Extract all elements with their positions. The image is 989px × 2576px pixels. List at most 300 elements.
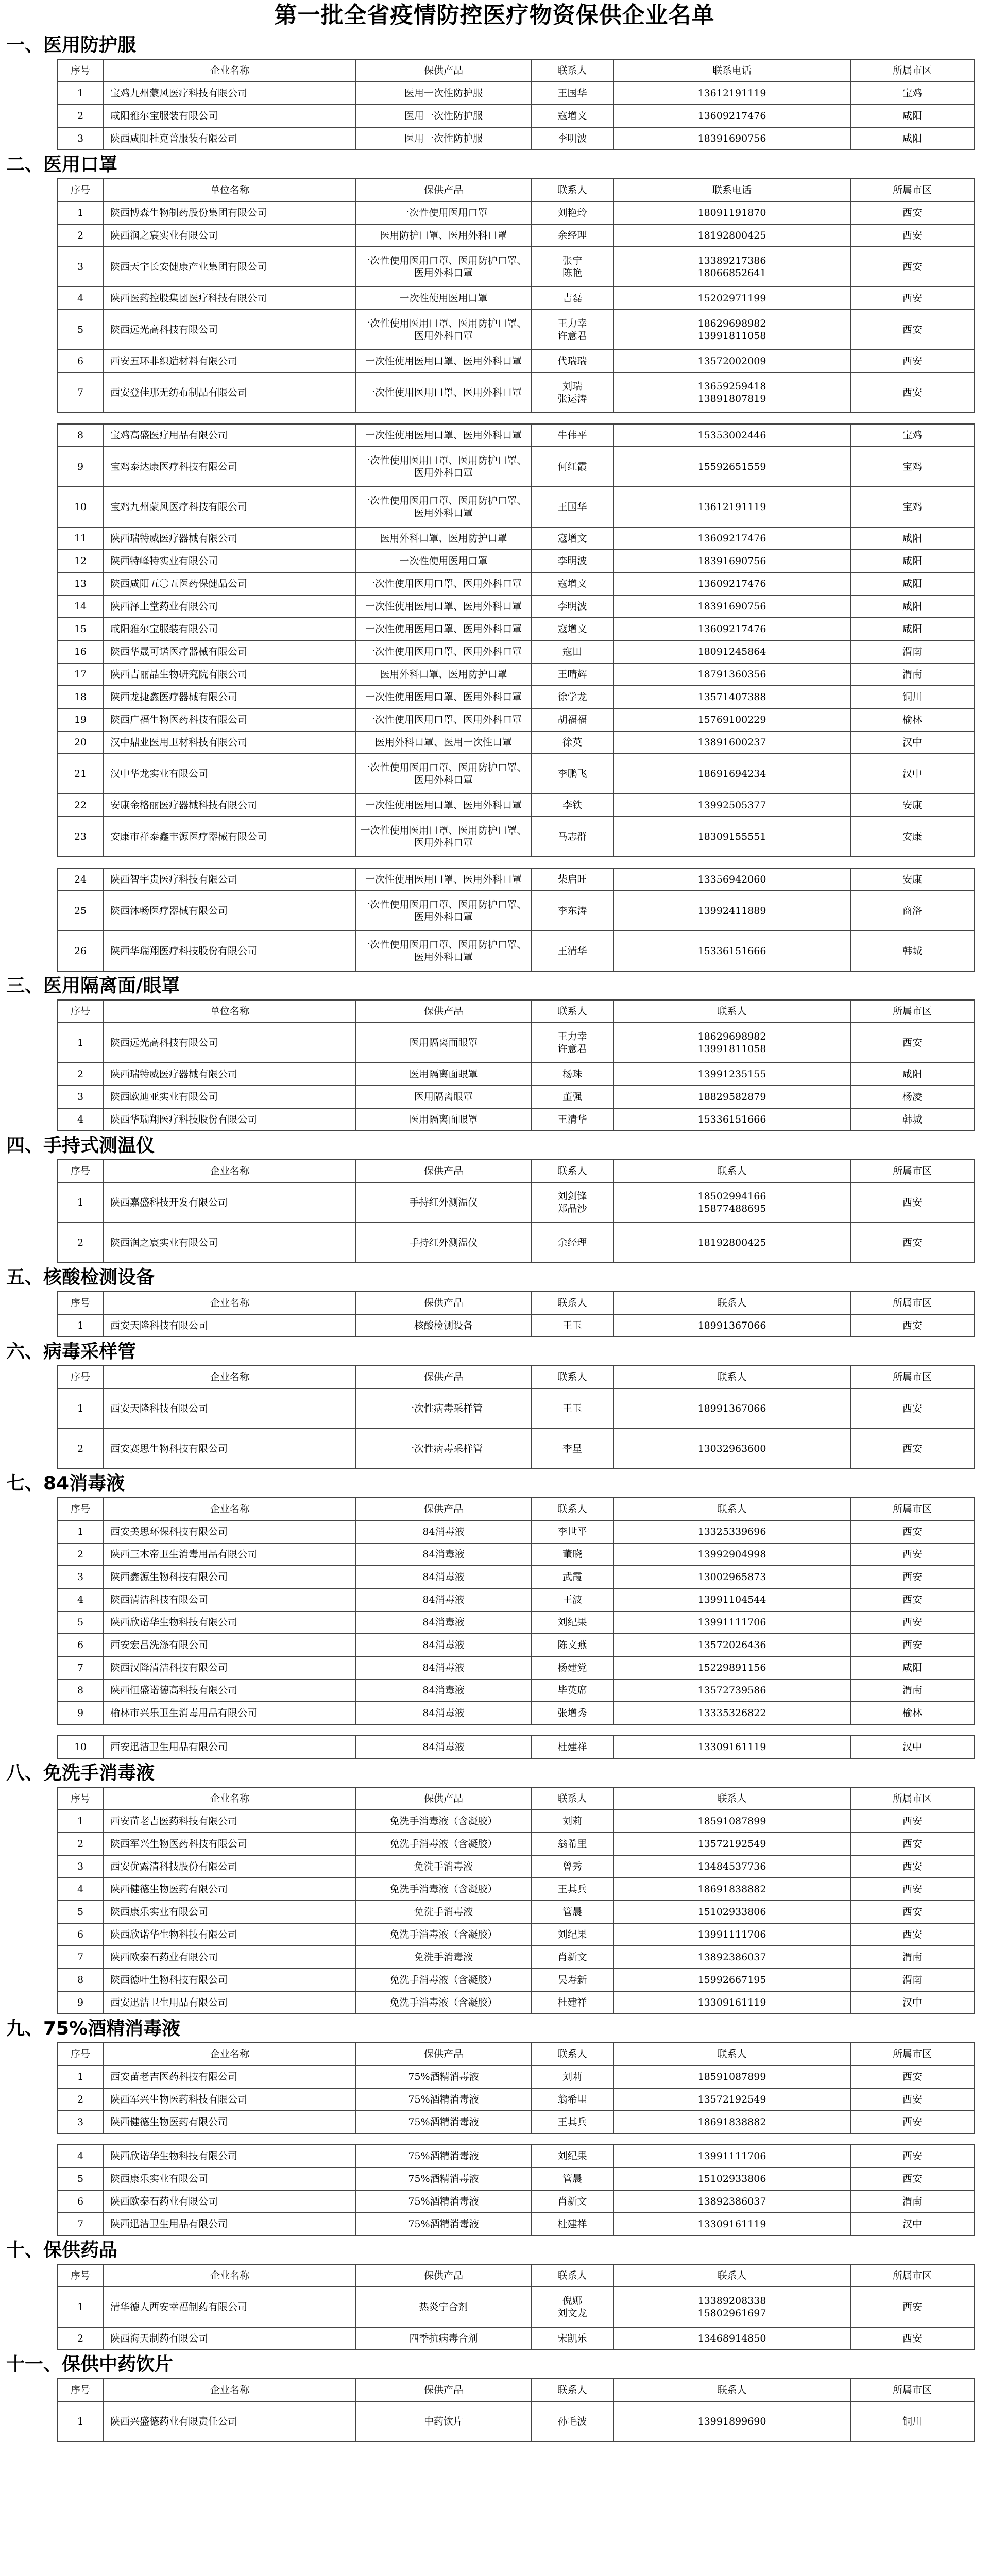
table-header-row xyxy=(57,1160,974,1182)
row-number-cell: 2 xyxy=(57,105,104,127)
section-title: 十、保供药品 xyxy=(6,2240,118,2261)
contact-phone-cell: 13609217476 xyxy=(613,618,850,640)
contact-phone-cell: 13892386037 xyxy=(613,1946,850,1969)
contact-phone-cell: 13572192549 xyxy=(613,2088,850,2111)
column-header-city-district: 所属市区 xyxy=(850,1292,974,1314)
table-row xyxy=(57,1991,974,2014)
supply-product-cell: 一次性使用医用口罩、医用防护口罩、医用外科口罩 xyxy=(356,931,531,971)
row-number-cell: 2 xyxy=(57,2327,104,2350)
row-number-cell: 1 xyxy=(57,2401,104,2442)
contact-person-cell: 杨建党 xyxy=(531,1656,613,1679)
table-row xyxy=(57,2111,974,2133)
table-header-row xyxy=(57,1498,974,1520)
contact-phone-cell: 18502994166 15877488695 xyxy=(613,1182,850,1223)
table-row xyxy=(57,754,974,794)
column-header-contact-person: 联系人 xyxy=(531,2264,613,2287)
row-number-cell: 4 xyxy=(57,1588,104,1611)
city-district-cell: 咸阳 xyxy=(850,595,974,618)
contact-person-cell: 王波 xyxy=(531,1588,613,1611)
contact-person-cell: 管晨 xyxy=(531,1901,613,1923)
company-name-cell: 陕西医药控股集团医疗科技有限公司 xyxy=(104,287,356,310)
city-district-cell: 西安 xyxy=(850,201,974,224)
supply-product-cell: 一次性病毒采样管 xyxy=(356,1429,531,1469)
company-name-cell: 陕西欧泰石药业有限公司 xyxy=(104,1946,356,1969)
supply-product-cell: 免洗手消毒液 xyxy=(356,1946,531,1969)
company-name-cell: 宝鸡高盛医疗用品有限公司 xyxy=(104,424,356,447)
company-name-cell: 陕西沐畅医疗器械有限公司 xyxy=(104,891,356,931)
contact-person-cell: 李铁 xyxy=(531,794,613,817)
row-number-cell: 2 xyxy=(57,224,104,247)
section-title: 一、医用防护服 xyxy=(6,35,137,56)
contact-person-cell: 寇增文 xyxy=(531,105,613,127)
city-district-cell: 安康 xyxy=(850,817,974,857)
supply-product-cell: 一次性使用医用口罩、医用防护口罩、医用外科口罩 xyxy=(356,247,531,287)
contact-person-cell: 王其兵 xyxy=(531,1878,613,1901)
city-district-cell: 西安 xyxy=(850,1833,974,1855)
contact-person-cell: 徐学龙 xyxy=(531,686,613,708)
contact-person-cell: 王其兵 xyxy=(531,2111,613,2133)
city-district-cell: 渭南 xyxy=(850,663,974,686)
city-district-cell: 西安 xyxy=(850,372,974,413)
supply-product-cell: 医用外科口罩、医用一次性口罩 xyxy=(356,731,531,754)
supply-product-cell: 医用隔离眼罩 xyxy=(356,1086,531,1108)
table-row xyxy=(57,1086,974,1108)
contact-person-cell: 王力幸 许意君 xyxy=(531,310,613,350)
column-header-supply-product: 保供产品 xyxy=(356,1366,531,1388)
contact-person-cell: 牛伟平 xyxy=(531,424,613,447)
column-header-row-number: 序号 xyxy=(57,2264,104,2287)
row-number-cell: 7 xyxy=(57,1946,104,1969)
supply-product-cell: 一次性使用医用口罩、医用外科口罩 xyxy=(356,595,531,618)
column-header-company-name: 企业名称 xyxy=(104,2379,356,2401)
sections-container xyxy=(0,34,989,2442)
contact-phone-cell: 13991111706 xyxy=(613,1923,850,1946)
company-name-cell: 咸阳雅尔宝服装有限公司 xyxy=(104,618,356,640)
supply-product-cell: 医用一次性防护服 xyxy=(356,82,531,105)
city-district-cell: 宝鸡 xyxy=(850,447,974,487)
company-name-cell: 陕西远光高科技有限公司 xyxy=(104,1023,356,1063)
row-number-cell: 26 xyxy=(57,931,104,971)
contact-phone-cell: 18391690756 xyxy=(613,127,850,150)
contact-phone-cell: 15102933806 xyxy=(613,2167,850,2190)
table-row xyxy=(57,2327,974,2350)
contact-phone-cell: 13991235155 xyxy=(613,1063,850,1086)
contact-person-cell: 李明波 xyxy=(531,550,613,572)
company-name-cell: 陕西欣诺华生物科技有限公司 xyxy=(104,2145,356,2167)
row-number-cell: 8 xyxy=(57,424,104,447)
column-header-supply-product: 保供产品 xyxy=(356,1498,531,1520)
contact-person-cell: 李世平 xyxy=(531,1520,613,1543)
row-number-cell: 1 xyxy=(57,1314,104,1337)
table-row xyxy=(57,2065,974,2088)
row-number-cell: 2 xyxy=(57,1543,104,1566)
supply-product-cell: 一次性使用医用口罩、医用防护口罩、医用外科口罩 xyxy=(356,447,531,487)
contact-person-cell: 宋凯乐 xyxy=(531,2327,613,2350)
supply-product-cell: 84消毒液 xyxy=(356,1702,531,1724)
supplier-table xyxy=(57,868,975,972)
column-header-contact-person: 联系人 xyxy=(531,2043,613,2065)
column-header-row-number: 序号 xyxy=(57,2043,104,2065)
city-district-cell: 西安 xyxy=(850,1388,974,1429)
contact-phone-cell: 18629698982 13991811058 xyxy=(613,1023,850,1063)
row-number-cell: 9 xyxy=(57,447,104,487)
row-number-cell: 4 xyxy=(57,1108,104,1131)
contact-phone-cell: 15769100229 xyxy=(613,708,850,731)
column-header-city-district: 所属市区 xyxy=(850,59,974,82)
supply-product-cell: 一次性使用医用口罩、医用防护口罩、医用外科口罩 xyxy=(356,891,531,931)
supplier-table xyxy=(57,178,975,413)
supply-product-cell: 75%酒精消毒液 xyxy=(356,2111,531,2133)
row-number-cell: 8 xyxy=(57,1969,104,1991)
company-name-cell: 陕西咸阳杜克普服装有限公司 xyxy=(104,127,356,150)
contact-phone-cell: 18391690756 xyxy=(613,595,850,618)
contact-phone-cell: 15353002446 xyxy=(613,424,850,447)
contact-person-cell: 杨珠 xyxy=(531,1063,613,1086)
city-district-cell: 汉中 xyxy=(850,731,974,754)
row-number-cell: 5 xyxy=(57,1901,104,1923)
city-district-cell: 汉中 xyxy=(850,754,974,794)
contact-person-cell: 刘纪果 xyxy=(531,1611,613,1634)
row-number-cell: 5 xyxy=(57,2167,104,2190)
table-row xyxy=(57,487,974,527)
contact-person-cell: 何红霞 xyxy=(531,447,613,487)
company-name-cell: 陕西汉降清洁科技有限公司 xyxy=(104,1656,356,1679)
table-page-break xyxy=(0,858,989,868)
table-row xyxy=(57,82,974,105)
supplier-table xyxy=(57,1365,975,1469)
contact-phone-cell: 13891600237 xyxy=(613,731,850,754)
column-header-supply-product: 保供产品 xyxy=(356,1000,531,1023)
supply-product-cell: 一次性使用医用口罩、医用外科口罩 xyxy=(356,572,531,595)
contact-phone-cell: 13309161119 xyxy=(613,1736,850,1758)
city-district-cell: 西安 xyxy=(850,1543,974,1566)
table-row xyxy=(57,1833,974,1855)
company-name-cell: 榆林市兴乐卫生消毒用品有限公司 xyxy=(104,1702,356,1724)
supply-product-cell: 一次性使用医用口罩、医用外科口罩 xyxy=(356,424,531,447)
contact-phone-cell: 13609217476 xyxy=(613,572,850,595)
supply-product-cell: 84消毒液 xyxy=(356,1634,531,1656)
supply-product-cell: 一次性使用医用口罩、医用外科口罩 xyxy=(356,708,531,731)
city-district-cell: 咸阳 xyxy=(850,550,974,572)
city-district-cell: 咸阳 xyxy=(850,572,974,595)
company-name-cell: 陕西清洁科技有限公司 xyxy=(104,1588,356,1611)
table-row xyxy=(57,1946,974,1969)
contact-phone-cell: 18591087899 xyxy=(613,1810,850,1833)
row-number-cell: 13 xyxy=(57,572,104,595)
supply-product-cell: 75%酒精消毒液 xyxy=(356,2145,531,2167)
contact-phone-cell: 18991367066 xyxy=(613,1388,850,1429)
contact-phone-cell: 13002965873 xyxy=(613,1566,850,1588)
table-row xyxy=(57,1969,974,1991)
table-row xyxy=(57,1566,974,1588)
table-header-row xyxy=(57,1366,974,1388)
table-row xyxy=(57,310,974,350)
company-name-cell: 陕西博森生物制药股份集团有限公司 xyxy=(104,201,356,224)
section-title: 二、医用口罩 xyxy=(6,154,118,175)
contact-person-cell: 马志群 xyxy=(531,817,613,857)
column-header-contact-person: 联系人 xyxy=(531,1000,613,1023)
row-number-cell: 3 xyxy=(57,1566,104,1588)
contact-person-cell: 曾秀 xyxy=(531,1855,613,1878)
row-number-cell: 7 xyxy=(57,372,104,413)
column-header-company-name: 企业名称 xyxy=(104,1292,356,1314)
city-district-cell: 西安 xyxy=(850,1634,974,1656)
city-district-cell: 西安 xyxy=(850,2327,974,2350)
city-district-cell: 西安 xyxy=(850,1878,974,1901)
contact-person-cell: 刘瑞 张运涛 xyxy=(531,372,613,413)
company-name-cell: 西安天隆科技有限公司 xyxy=(104,1388,356,1429)
supply-product-cell: 84消毒液 xyxy=(356,1656,531,1679)
contact-phone-cell: 13609217476 xyxy=(613,105,850,127)
contact-person-cell: 寇田 xyxy=(531,640,613,663)
column-header-city-district: 所属市区 xyxy=(850,1787,974,1810)
supply-product-cell: 医用外科口罩、医用防护口罩 xyxy=(356,527,531,550)
table-row xyxy=(57,618,974,640)
company-name-cell: 西安天隆科技有限公司 xyxy=(104,1314,356,1337)
contact-phone-cell: 15229891156 xyxy=(613,1656,850,1679)
table-row xyxy=(57,931,974,971)
city-district-cell: 西安 xyxy=(850,310,974,350)
contact-person-cell: 寇增文 xyxy=(531,572,613,595)
company-name-cell: 西安苗老吉医药科技有限公司 xyxy=(104,2065,356,2088)
city-district-cell: 西安 xyxy=(850,2145,974,2167)
contact-phone-cell: 13325339696 xyxy=(613,1520,850,1543)
table-row xyxy=(57,2190,974,2213)
contact-person-cell: 陈文燕 xyxy=(531,1634,613,1656)
contact-phone-cell: 13992904998 xyxy=(613,1543,850,1566)
table-row xyxy=(57,1063,974,1086)
contact-phone-cell: 18691694234 xyxy=(613,754,850,794)
contact-phone-cell: 13309161119 xyxy=(613,1991,850,2014)
column-header-supply-product: 保供产品 xyxy=(356,2264,531,2287)
table-row xyxy=(57,868,974,891)
contact-phone-cell: 13572192549 xyxy=(613,1833,850,1855)
city-district-cell: 安康 xyxy=(850,868,974,891)
supplier-table xyxy=(57,1159,975,1263)
table-row xyxy=(57,817,974,857)
contact-phone-cell: 18991367066 xyxy=(613,1314,850,1337)
row-number-cell: 2 xyxy=(57,1429,104,1469)
table-row xyxy=(57,224,974,247)
city-district-cell: 西安 xyxy=(850,2065,974,2088)
column-header-city-district: 所属市区 xyxy=(850,2379,974,2401)
supply-product-cell: 核酸检测设备 xyxy=(356,1314,531,1337)
supply-product-cell: 84消毒液 xyxy=(356,1679,531,1702)
supply-product-cell: 一次性使用医用口罩、医用外科口罩 xyxy=(356,868,531,891)
company-name-cell: 陕西迅洁卫生用品有限公司 xyxy=(104,2213,356,2235)
supply-product-cell: 一次性使用医用口罩、医用外科口罩 xyxy=(356,686,531,708)
company-name-cell: 陕西华瑞翔医疗科技股份有限公司 xyxy=(104,1108,356,1131)
contact-phone-cell: 13992505377 xyxy=(613,794,850,817)
city-district-cell: 西安 xyxy=(850,2167,974,2190)
table-row xyxy=(57,2213,974,2235)
column-header-contact-phone: 联系人 xyxy=(613,1160,850,1182)
city-district-cell: 西安 xyxy=(850,1223,974,1263)
table-row xyxy=(57,1182,974,1223)
row-number-cell: 16 xyxy=(57,640,104,663)
row-number-cell: 6 xyxy=(57,1923,104,1946)
table-row xyxy=(57,891,974,931)
column-header-row-number: 序号 xyxy=(57,1292,104,1314)
table-header-row xyxy=(57,1787,974,1810)
column-header-contact-person: 联系人 xyxy=(531,59,613,82)
document-title: 第一批全省疫情防控医疗物资保供企业名单 xyxy=(274,2,715,28)
supply-product-cell: 75%酒精消毒液 xyxy=(356,2190,531,2213)
company-name-cell: 西安迅洁卫生用品有限公司 xyxy=(104,1736,356,1758)
column-header-contact-person: 联系人 xyxy=(531,1787,613,1810)
supply-product-cell: 一次性使用医用口罩 xyxy=(356,287,531,310)
contact-phone-cell: 13572002009 xyxy=(613,350,850,372)
column-header-company-name: 企业名称 xyxy=(104,2264,356,2287)
supply-product-cell: 75%酒精消毒液 xyxy=(356,2065,531,2088)
supply-product-cell: 一次性使用医用口罩、医用外科口罩 xyxy=(356,350,531,372)
company-name-cell: 陕西海天制药有限公司 xyxy=(104,2327,356,2350)
contact-person-cell: 李鹏飞 xyxy=(531,754,613,794)
city-district-cell: 西安 xyxy=(850,1923,974,1946)
row-number-cell: 5 xyxy=(57,1611,104,1634)
column-header-supply-product: 保供产品 xyxy=(356,59,531,82)
column-header-city-district: 所属市区 xyxy=(850,2264,974,2287)
company-name-cell: 陕西欧迪亚实业有限公司 xyxy=(104,1086,356,1108)
company-name-cell: 陕西健德生物医药有限公司 xyxy=(104,2111,356,2133)
city-district-cell: 渭南 xyxy=(850,1679,974,1702)
company-name-cell: 陕西军兴生物医药科技有限公司 xyxy=(104,2088,356,2111)
row-number-cell: 17 xyxy=(57,663,104,686)
section-title: 四、手持式测温仪 xyxy=(6,1135,155,1156)
contact-phone-cell: 13991104544 xyxy=(613,1588,850,1611)
table-row xyxy=(57,447,974,487)
contact-phone-cell: 13991899690 xyxy=(613,2401,850,2442)
row-number-cell: 3 xyxy=(57,247,104,287)
contact-person-cell: 王力幸 许意君 xyxy=(531,1023,613,1063)
contact-person-cell: 翁希里 xyxy=(531,1833,613,1855)
supply-product-cell: 84消毒液 xyxy=(356,1611,531,1634)
contact-person-cell: 王玉 xyxy=(531,1388,613,1429)
contact-phone-cell: 13992411889 xyxy=(613,891,850,931)
company-name-cell: 西安赛思生物科技有限公司 xyxy=(104,1429,356,1469)
column-header-row-number: 序号 xyxy=(57,179,104,201)
contact-person-cell: 李星 xyxy=(531,1429,613,1469)
supply-product-cell: 一次性使用医用口罩、医用防护口罩、医用外科口罩 xyxy=(356,754,531,794)
supply-product-cell: 一次性使用医用口罩、医用外科口罩 xyxy=(356,372,531,413)
contact-phone-cell: 18192800425 xyxy=(613,224,850,247)
supplier-table xyxy=(57,2042,975,2134)
company-name-cell: 陕西恒盛诺德高科技有限公司 xyxy=(104,1679,356,1702)
contact-phone-cell: 18391690756 xyxy=(613,550,850,572)
supply-product-cell: 一次性使用医用口罩 xyxy=(356,201,531,224)
city-district-cell: 西安 xyxy=(850,1429,974,1469)
city-district-cell: 渭南 xyxy=(850,1946,974,1969)
supply-product-cell: 84消毒液 xyxy=(356,1736,531,1758)
city-district-cell: 榆林 xyxy=(850,708,974,731)
contact-phone-cell: 13356942060 xyxy=(613,868,850,891)
supply-product-cell: 一次性使用医用口罩、医用外科口罩 xyxy=(356,794,531,817)
column-header-row-number: 序号 xyxy=(57,1000,104,1023)
table-row xyxy=(57,550,974,572)
column-header-contact-person: 联系人 xyxy=(531,1366,613,1388)
row-number-cell: 3 xyxy=(57,1855,104,1878)
contact-person-cell: 董强 xyxy=(531,1086,613,1108)
city-district-cell: 西安 xyxy=(850,247,974,287)
row-number-cell: 3 xyxy=(57,127,104,150)
supply-product-cell: 一次性使用医用口罩、医用防护口罩、医用外科口罩 xyxy=(356,310,531,350)
company-name-cell: 陕西嘉盛科技开发有限公司 xyxy=(104,1182,356,1223)
row-number-cell: 9 xyxy=(57,1702,104,1724)
column-header-company-name: 企业名称 xyxy=(104,59,356,82)
supplier-table xyxy=(57,1291,975,1337)
contact-person-cell: 刘剑锋 郑晶沙 xyxy=(531,1182,613,1223)
table-row xyxy=(57,372,974,413)
supply-product-cell: 免洗手消毒液（含凝胶） xyxy=(356,1833,531,1855)
table-row xyxy=(57,1429,974,1469)
city-district-cell: 渭南 xyxy=(850,2190,974,2213)
table-row xyxy=(57,1702,974,1724)
city-district-cell: 汉中 xyxy=(850,2213,974,2235)
row-number-cell: 1 xyxy=(57,1388,104,1429)
row-number-cell: 4 xyxy=(57,287,104,310)
company-name-cell: 陕西润之宸实业有限公司 xyxy=(104,224,356,247)
contact-phone-cell: 13991111706 xyxy=(613,1611,850,1634)
row-number-cell: 1 xyxy=(57,201,104,224)
city-district-cell: 汉中 xyxy=(850,1736,974,1758)
table-row xyxy=(57,424,974,447)
row-number-cell: 1 xyxy=(57,1182,104,1223)
company-name-cell: 陕西特峰特实业有限公司 xyxy=(104,550,356,572)
table-row xyxy=(57,2401,974,2442)
contact-person-cell: 王清华 xyxy=(531,931,613,971)
city-district-cell: 西安 xyxy=(850,287,974,310)
contact-phone-cell: 13572026436 xyxy=(613,1634,850,1656)
contact-person-cell: 武霞 xyxy=(531,1566,613,1588)
contact-person-cell: 刘纪果 xyxy=(531,1923,613,1946)
contact-phone-cell: 15102933806 xyxy=(613,1901,850,1923)
contact-person-cell: 王国华 xyxy=(531,82,613,105)
contact-person-cell: 肖新文 xyxy=(531,1946,613,1969)
table-row xyxy=(57,1588,974,1611)
city-district-cell: 西安 xyxy=(850,1855,974,1878)
supply-product-cell: 75%酒精消毒液 xyxy=(356,2167,531,2190)
contact-phone-cell: 13032963600 xyxy=(613,1429,850,1469)
supply-product-cell: 医用隔离面眼罩 xyxy=(356,1023,531,1063)
contact-person-cell: 余经理 xyxy=(531,1223,613,1263)
contact-person-cell: 肖新文 xyxy=(531,2190,613,2213)
row-number-cell: 2 xyxy=(57,1063,104,1086)
supply-product-cell: 84消毒液 xyxy=(356,1566,531,1588)
table-row xyxy=(57,572,974,595)
city-district-cell: 汉中 xyxy=(850,1991,974,2014)
section-title: 五、核酸检测设备 xyxy=(6,1267,155,1288)
contact-phone-cell: 18091245864 xyxy=(613,640,850,663)
supply-product-cell: 手持红外测温仪 xyxy=(356,1182,531,1223)
contact-person-cell: 寇增文 xyxy=(531,527,613,550)
column-header-row-number: 序号 xyxy=(57,1160,104,1182)
company-name-cell: 陕西军兴生物医药科技有限公司 xyxy=(104,1833,356,1855)
supplier-table xyxy=(57,423,975,857)
contact-person-cell: 倪娜 刘文龙 xyxy=(531,2287,613,2327)
table-header-row xyxy=(57,1000,974,1023)
table-row xyxy=(57,640,974,663)
supply-product-cell: 手持红外测温仪 xyxy=(356,1223,531,1263)
company-name-cell: 陕西欣诺华生物科技有限公司 xyxy=(104,1611,356,1634)
supply-product-cell: 热炎宁合剂 xyxy=(356,2287,531,2327)
contact-person-cell: 翁希里 xyxy=(531,2088,613,2111)
supply-product-cell: 免洗手消毒液（含凝胶） xyxy=(356,1878,531,1901)
row-number-cell: 1 xyxy=(57,82,104,105)
company-name-cell: 陕西康乐实业有限公司 xyxy=(104,1901,356,1923)
contact-person-cell: 刘莉 xyxy=(531,2065,613,2088)
supply-product-cell: 一次性使用医用口罩、医用外科口罩 xyxy=(356,618,531,640)
contact-person-cell: 王玉 xyxy=(531,1314,613,1337)
